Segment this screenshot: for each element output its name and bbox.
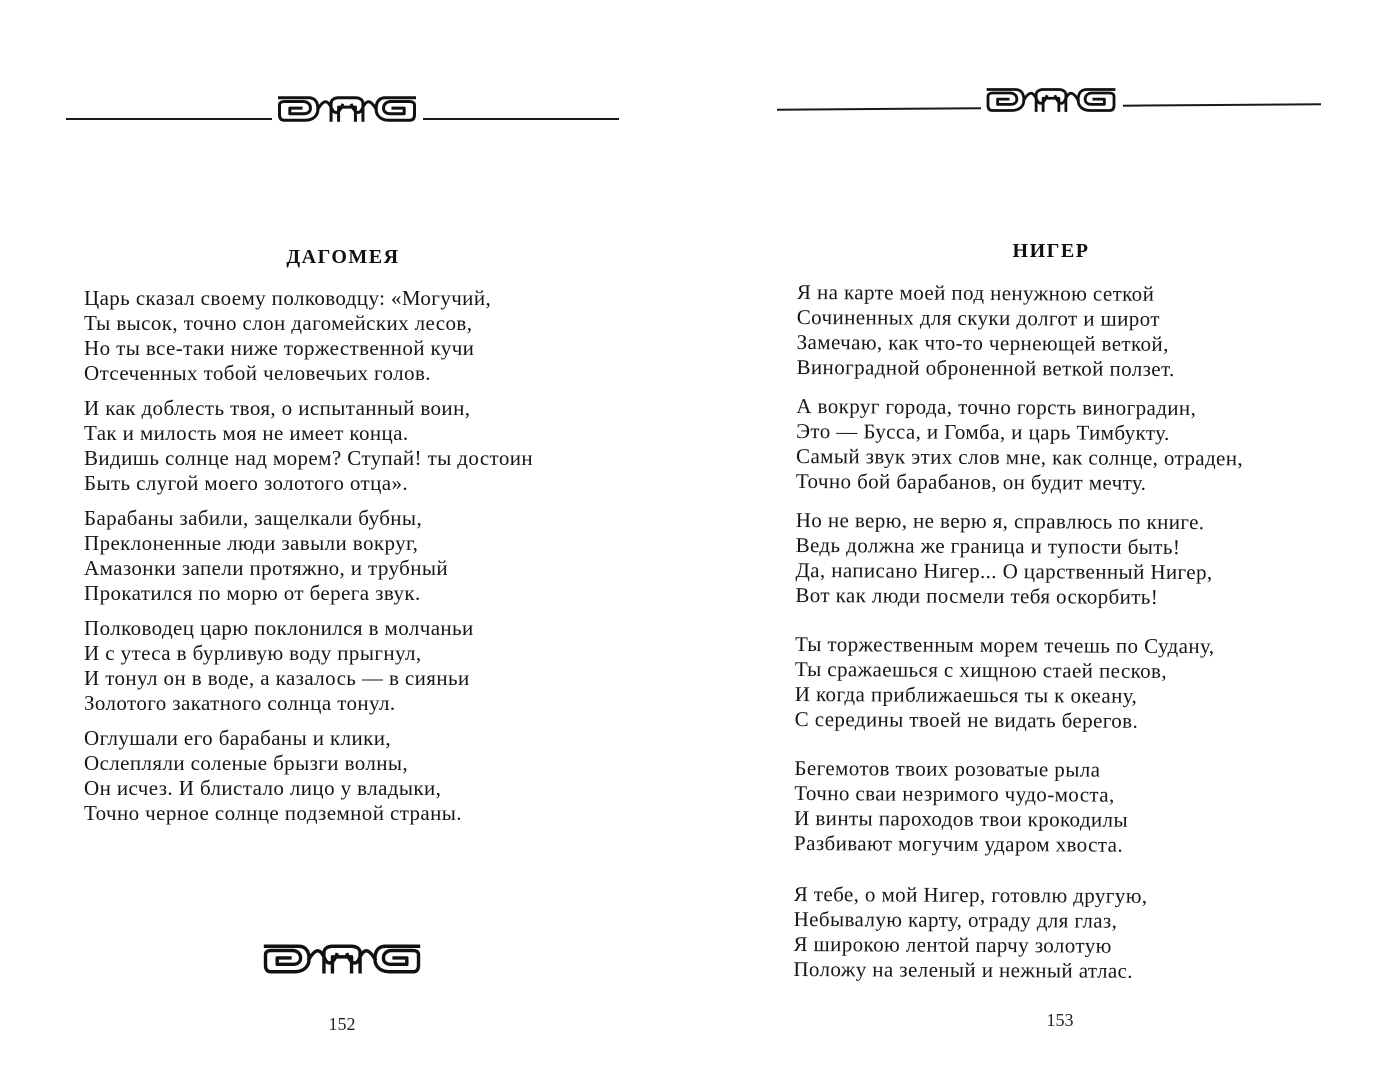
verse-line: Самый звук этих слов мне, как солнце, отраден, (796, 443, 1244, 471)
footer-ornament-icon (258, 942, 426, 976)
verse-line: И винты пароходов твои крокодилы (794, 805, 1129, 832)
verse-line: Быть слугой моего золотого отца». (84, 471, 409, 495)
verse-line: Преклоненные люди завыли вокруг, (84, 531, 419, 555)
stanza (84, 726, 462, 826)
verse-line: Барабаны забили, защелкали бубны, (84, 506, 423, 530)
stanza (794, 756, 1128, 858)
verse-line: Я тебе, о мой Нигер, готовлю другую, (793, 881, 1148, 908)
verse-line: Ты торжественным морем течешь по Судану, (795, 631, 1215, 659)
stanza (796, 280, 1175, 382)
top-rule-right-segment (423, 118, 619, 120)
verse-line: Прокатился по морю от берега звук. (84, 581, 421, 605)
poem-title: НИГЕР (1012, 240, 1090, 262)
verse-line: Точно бой барабанов, он будит мечту. (795, 468, 1147, 495)
verse-line: И тонул он в воде, а казалось — в сияньи (84, 666, 470, 690)
verse-line: Но не верю, не верю я, справлюсь по книге. (795, 507, 1205, 535)
stanza (796, 394, 1244, 496)
stanza (795, 632, 1215, 734)
stanza (84, 286, 491, 386)
verse-line: И когда приближаешься ты к океану, (794, 681, 1138, 708)
header-ornament-icon (983, 86, 1119, 114)
verse-line: И с утеса в бурливую воду прыгнул, (84, 641, 422, 665)
verse-line: Полководец царю поклонился в молчаньи (84, 616, 474, 640)
page-number: 153 (1046, 1010, 1074, 1030)
verse-line: Виноградной оброненной веткой ползет. (796, 354, 1175, 381)
verse-line: Оглушали его барабаны и клики, (84, 726, 392, 750)
stanza (793, 882, 1147, 984)
verse-line: Разбивают могучим ударом хвоста. (793, 830, 1124, 857)
verse-line: Амазонки запели протяжно, и трубный (84, 556, 449, 580)
verse-line: Точно черное солнце подземной страны. (84, 801, 462, 825)
verse-line: Он исчез. И блистало лицо у владыки, (84, 776, 442, 800)
verse-line: И как доблесть твоя, о испытанный воин, (84, 396, 471, 420)
verse-line: Я на карте моей под ненужною сеткой (796, 280, 1155, 306)
page-number: 152 (328, 1014, 356, 1034)
verse-line: Ведь должна же граница и тупости быть! (795, 532, 1181, 560)
top-rule-left-segment (66, 118, 272, 120)
verse-line: Небывалую карту, отраду для глаз, (793, 906, 1118, 933)
verse-line: Это — Бусса, и Гомба, и царь Тимбукту. (796, 418, 1170, 445)
verse-line: Ты высок, точно слон дагомейских лесов, (84, 311, 473, 335)
stanza (84, 506, 448, 606)
verse-line: Вот как люди посмели тебя оскорбить! (795, 582, 1159, 609)
top-rule-right-segment (1123, 103, 1321, 106)
header-ornament-icon (273, 94, 421, 124)
verse-line: Ослепляли соленые брызги волны, (84, 751, 409, 775)
right-page (699, 0, 1398, 1080)
poem-title: ДАГОМЕЯ (286, 246, 400, 268)
verse-line: Видишь солнце над морем? Ступай! ты достоин (84, 446, 534, 470)
verse-line: Так и милость моя не имеет конца. (84, 421, 409, 445)
verse-line: Но ты все-таки ниже торжественной кучи (84, 336, 475, 360)
verse-line: Отсеченных тобой человечьих голов. (84, 361, 431, 385)
verse-line: Сочиненных для скуки долгот и широт (796, 304, 1160, 331)
verse-line: С середины твоей не видать берегов. (794, 706, 1139, 733)
top-rule-left-segment (777, 107, 981, 110)
verse-line: Да, написано Нигер... О царственный Нигер, (795, 557, 1213, 585)
verse-line: Положу на зеленый и нежный атлас. (793, 956, 1134, 983)
verse-line: Золотого закатного солнца тонул. (84, 691, 396, 715)
verse-line: Точно сваи незримого чудо-моста, (794, 780, 1115, 807)
verse-line: Ты сражаешься с хищною стаей песков, (794, 656, 1168, 683)
stanza (84, 396, 533, 496)
stanza (84, 616, 474, 716)
verse-line: Бегемотов твоих розоватые рыла (794, 755, 1101, 782)
verse-line: Замечаю, как что-то чернеющей веткой, (796, 329, 1169, 356)
verse-line: А вокруг города, точно горсть виноградин, (796, 393, 1197, 421)
stanza (795, 508, 1213, 610)
verse-line: Царь сказал своему полководцу: «Могучий, (84, 286, 492, 310)
verse-line: Я широкою лентой парчу золотую (793, 931, 1112, 958)
